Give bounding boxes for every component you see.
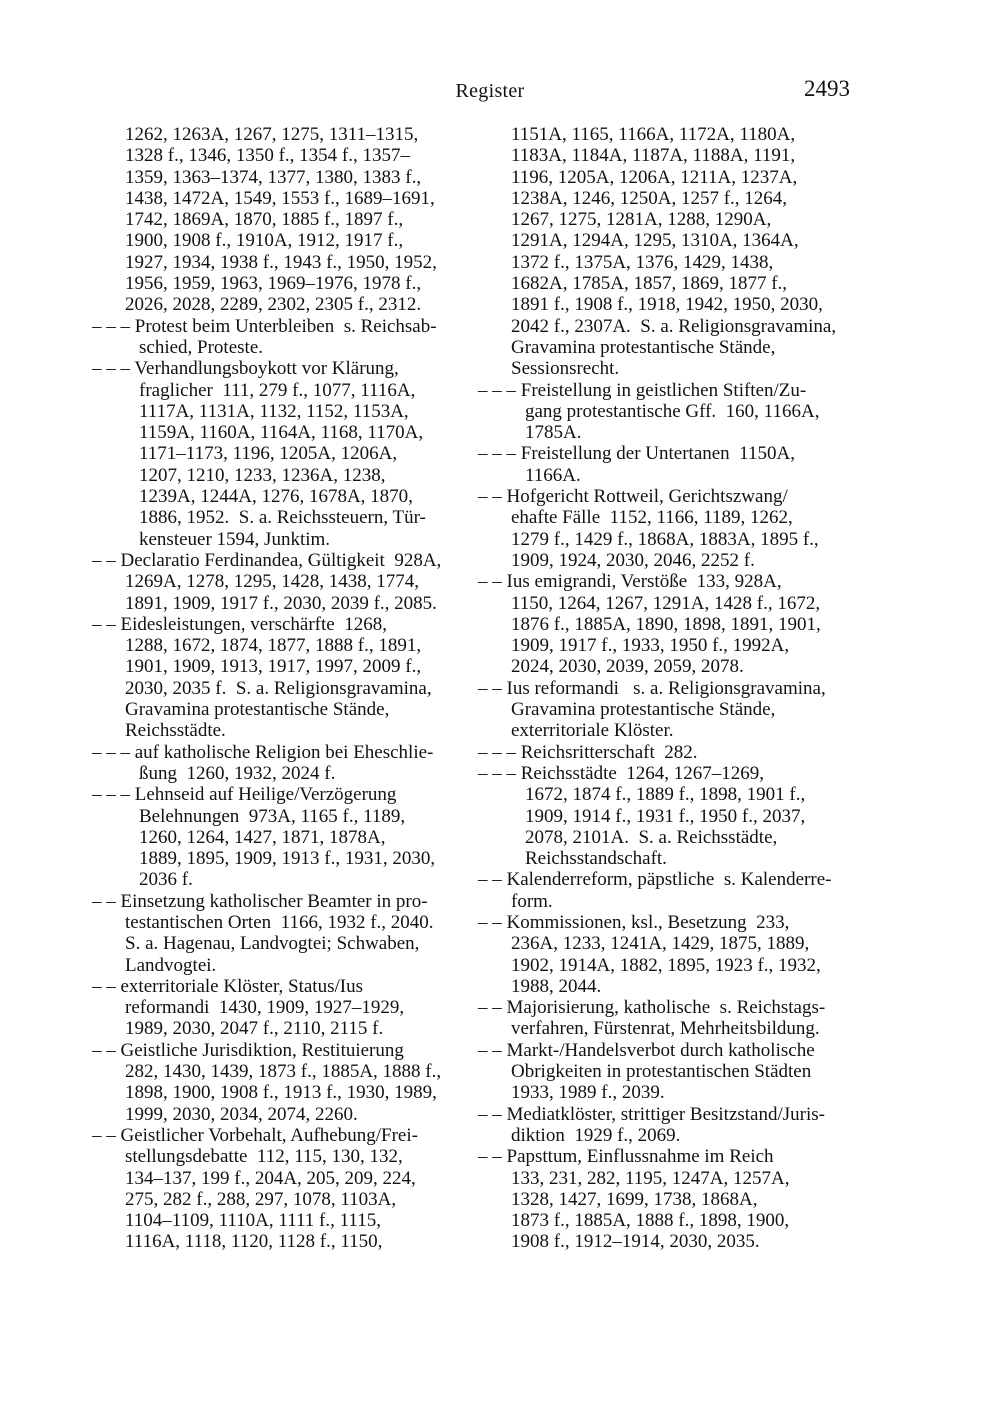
index-line: Obrigkeiten in protestantischen Städten xyxy=(511,1061,812,1083)
index-line: – – – Reichsritterschaft 282. xyxy=(478,741,698,763)
index-line: ßung 1260, 1932, 2024 f. xyxy=(139,762,336,784)
index-line: Sessionsrecht. xyxy=(511,358,620,380)
index-line: 1909, 1917 f., 1933, 1950 f., 1992A, xyxy=(511,635,790,657)
index-line: 1159A, 1160A, 1164A, 1168, 1170A, xyxy=(139,422,424,444)
index-line: Reichsstandschaft. xyxy=(525,848,667,870)
index-line: schied, Proteste. xyxy=(139,336,264,358)
index-line: form. xyxy=(511,890,553,912)
page-number: 2493 xyxy=(804,76,850,101)
index-line: testantischen Orten 1166, 1932 f., 2040. xyxy=(125,911,434,933)
index-line: – – – auf katholische Religion bei Eheschlie- xyxy=(92,741,434,763)
index-line: – – – Reichsstädte 1264, 1267–1269, xyxy=(478,762,765,784)
index-line: Reichsstädte. xyxy=(125,720,226,742)
index-line: 1260, 1264, 1427, 1871, 1878A, xyxy=(139,826,386,848)
index-line: 1359, 1363–1374, 1377, 1380, 1383 f., xyxy=(125,166,422,188)
index-line: reformandi 1430, 1909, 1927–1929, xyxy=(125,997,405,1019)
index-line: exterritoriale Klöster. xyxy=(511,720,674,742)
index-line: – – Geistlicher Vorbehalt, Aufhebung/Frei- xyxy=(92,1124,418,1146)
index-line: 1328 f., 1346, 1350 f., 1354 f., 1357– xyxy=(125,145,410,167)
index-line: verfahren, Fürstenrat, Mehrheitsbildung. xyxy=(511,1018,820,1040)
index-line: 1785A. xyxy=(525,422,582,444)
index-line: 1898, 1900, 1908 f., 1913 f., 1930, 1989, xyxy=(125,1082,437,1104)
index-line: – – – Freistellung in geistlichen Stiften/Zu- xyxy=(478,379,807,401)
index-line: 1150, 1264, 1267, 1291A, 1428 f., 1672, xyxy=(511,592,821,614)
index-line: Gravamina protestantische Stände, xyxy=(125,699,390,721)
index-line: 1891, 1909, 1917 f., 2030, 2039 f., 2085. xyxy=(125,592,437,614)
index-line: 2024, 2030, 2039, 2059, 2078. xyxy=(511,656,744,678)
index-line: – – – Freistellung der Untertanen 1150A, xyxy=(478,443,795,465)
index-line: 1682A, 1785A, 1857, 1869, 1877 f., xyxy=(511,273,788,295)
index-line: 1171–1173, 1196, 1205A, 1206A, xyxy=(139,443,398,465)
index-line: – – – Verhandlungsboykott vor Klärung, xyxy=(92,358,399,380)
index-line: – – – Lehnseid auf Heilige/Verzögerung xyxy=(92,784,397,806)
index-line: 1262, 1263A, 1267, 1275, 1311–1315, xyxy=(125,124,419,145)
index-line: – – Papsttum, Einflussnahme im Reich xyxy=(478,1146,774,1168)
index-line: – – Kommissionen, ksl., Besetzung 233, xyxy=(478,911,790,933)
index-line: 2036 f. xyxy=(139,869,193,891)
index-line: gang protestantische Gff. 160, 1166A, xyxy=(525,400,820,422)
index-line: 1889, 1895, 1909, 1913 f., 1931, 2030, xyxy=(139,848,436,870)
index-line: 1909, 1924, 2030, 2046, 2252 f. xyxy=(511,549,755,571)
index-line: 1239A, 1244A, 1276, 1678A, 1870, xyxy=(139,486,413,508)
index-line: 1989, 2030, 2047 f., 2110, 2115 f. xyxy=(125,1018,384,1040)
index-line: 1196, 1205A, 1206A, 1211A, 1237A, xyxy=(511,166,798,188)
index-line: 1908 f., 1912–1914, 2030, 2035. xyxy=(511,1231,760,1253)
index-line: 1238A, 1246, 1250A, 1257 f., 1264, xyxy=(511,187,788,209)
index-line: – – exterritoriale Klöster, Status/Ius xyxy=(92,975,363,997)
index-line: 1183A, 1184A, 1187A, 1188A, 1191, xyxy=(511,145,796,167)
index-column-right xyxy=(478,124,858,1253)
running-head: Register xyxy=(455,80,525,102)
index-line: – – Geistliche Jurisdiktion, Restituierung xyxy=(92,1039,404,1061)
index-line: 1927, 1934, 1938 f., 1943 f., 1950, 1952, xyxy=(125,251,437,273)
index-line: – – Markt-/Handelsverbot durch katholische xyxy=(478,1039,815,1061)
index-line: 1279 f., 1429 f., 1868A, 1883A, 1895 f., xyxy=(511,528,819,550)
index-line: 1267, 1275, 1281A, 1288, 1290A, xyxy=(511,209,772,231)
index-line: 1956, 1959, 1963, 1969–1976, 1978 f., xyxy=(125,273,422,295)
index-line: 1742, 1869A, 1870, 1885 f., 1897 f., xyxy=(125,209,404,231)
index-line: 1933, 1989 f., 2039. xyxy=(511,1082,665,1104)
index-line: 1999, 2030, 2034, 2074, 2260. xyxy=(125,1103,358,1125)
index-line: 1876 f., 1885A, 1890, 1898, 1891, 1901, xyxy=(511,613,821,635)
index-line: 2026, 2028, 2289, 2302, 2305 f., 2312. xyxy=(125,294,422,316)
index-line: 2078, 2101A. S. a. Reichsstädte, xyxy=(525,826,778,848)
index-line: 1438, 1472A, 1549, 1553 f., 1689–1691, xyxy=(125,187,435,209)
index-line: 1151A, 1165, 1166A, 1172A, 1180A, xyxy=(511,124,796,145)
index-line: Belehnungen 973A, 1165 f., 1189, xyxy=(139,805,406,827)
index-line: kensteuer 1594, Junktim. xyxy=(139,528,331,550)
index-line: ehafte Fälle 1152, 1166, 1189, 1262, xyxy=(511,507,793,529)
index-line: 275, 282 f., 288, 297, 1078, 1103A, xyxy=(125,1188,397,1210)
index-line: 236A, 1233, 1241A, 1429, 1875, 1889, xyxy=(511,933,810,955)
index-line: – – Majorisierung, katholische s. Reichstags- xyxy=(478,997,826,1019)
index-line: stellungsdebatte 112, 115, 130, 132, xyxy=(125,1146,403,1168)
index-column-left xyxy=(92,124,470,1253)
index-line: – – Ius emigrandi, Verstöße 133, 928A, xyxy=(478,571,782,593)
index-line: 1901, 1909, 1913, 1917, 1997, 2009 f., xyxy=(125,656,422,678)
index-line: – – Hofgericht Rottweil, Gerichtszwang/ xyxy=(478,486,788,508)
index-line: – – Einsetzung katholischer Beamter in pro- xyxy=(92,890,428,912)
index-line: S. a. Hagenau, Landvogtei; Schwaben, xyxy=(125,933,420,955)
index-line: 1909, 1914 f., 1931 f., 1950 f., 2037, xyxy=(525,805,806,827)
index-line: 1104–1109, 1110A, 1111 f., 1115, xyxy=(125,1210,381,1232)
index-line: 1269A, 1278, 1295, 1428, 1438, 1774, xyxy=(125,571,419,593)
index-line: 1886, 1952. S. a. Reichssteuern, Tür- xyxy=(139,507,426,529)
index-line: 1900, 1908 f., 1910A, 1912, 1917 f., xyxy=(125,230,404,252)
index-line: Gravamina protestantische Stände, xyxy=(511,699,776,721)
index-line: – – – Protest beim Unterbleiben s. Reichsab- xyxy=(92,315,437,337)
index-line: 1166A. xyxy=(525,464,581,486)
index-line: – – Declaratio Ferdinandea, Gültigkeit 928A, xyxy=(92,549,442,571)
index-line: 133, 231, 282, 1195, 1247A, 1257A, xyxy=(511,1167,790,1189)
index-line: Landvogtei. xyxy=(125,954,217,976)
index-line: 1207, 1210, 1233, 1236A, 1238, xyxy=(139,464,386,486)
index-line: diktion 1929 f., 2069. xyxy=(511,1124,681,1146)
index-line: 1891 f., 1908 f., 1918, 1942, 1950, 2030, xyxy=(511,294,823,316)
index-line: – – Kalenderreform, päpstliche s. Kalenderre- xyxy=(478,869,832,891)
index-line: 1873 f., 1885A, 1888 f., 1898, 1900, xyxy=(511,1210,790,1232)
index-line: Gravamina protestantische Stände, xyxy=(511,336,776,358)
index-line: 2030, 2035 f. S. a. Religionsgravamina, xyxy=(125,677,432,699)
index-line: 1117A, 1131A, 1132, 1152, 1153A, xyxy=(139,400,409,422)
index-line: 1328, 1427, 1699, 1738, 1868A, xyxy=(511,1188,758,1210)
index-line: – – Mediatklöster, strittiger Besitzstand/Juris- xyxy=(478,1103,825,1125)
index-line: 134–137, 199 f., 204A, 205, 209, 224, xyxy=(125,1167,416,1189)
index-line: 1116A, 1118, 1120, 1128 f., 1150, xyxy=(125,1231,383,1253)
index-line: 1672, 1874 f., 1889 f., 1898, 1901 f., xyxy=(525,784,806,806)
index-line: fraglicher 111, 279 f., 1077, 1116A, xyxy=(139,379,416,401)
index-line: 282, 1430, 1439, 1873 f., 1885A, 1888 f., xyxy=(125,1061,442,1083)
index-line: 2042 f., 2307A. S. a. Religionsgravamina, xyxy=(511,315,837,337)
index-line: 1988, 2044. xyxy=(511,975,602,997)
index-line: 1372 f., 1375A, 1376, 1429, 1438, xyxy=(511,251,774,273)
index-line: 1902, 1914A, 1882, 1895, 1923 f., 1932, xyxy=(511,954,821,976)
index-line: – – Ius reformandi s. a. Religionsgravamina, xyxy=(478,677,826,699)
index-line: 1288, 1672, 1874, 1877, 1888 f., 1891, xyxy=(125,635,422,657)
index-line: 1291A, 1294A, 1295, 1310A, 1364A, xyxy=(511,230,799,252)
index-line: – – Eidesleistungen, verschärfte 1268, xyxy=(92,613,387,635)
